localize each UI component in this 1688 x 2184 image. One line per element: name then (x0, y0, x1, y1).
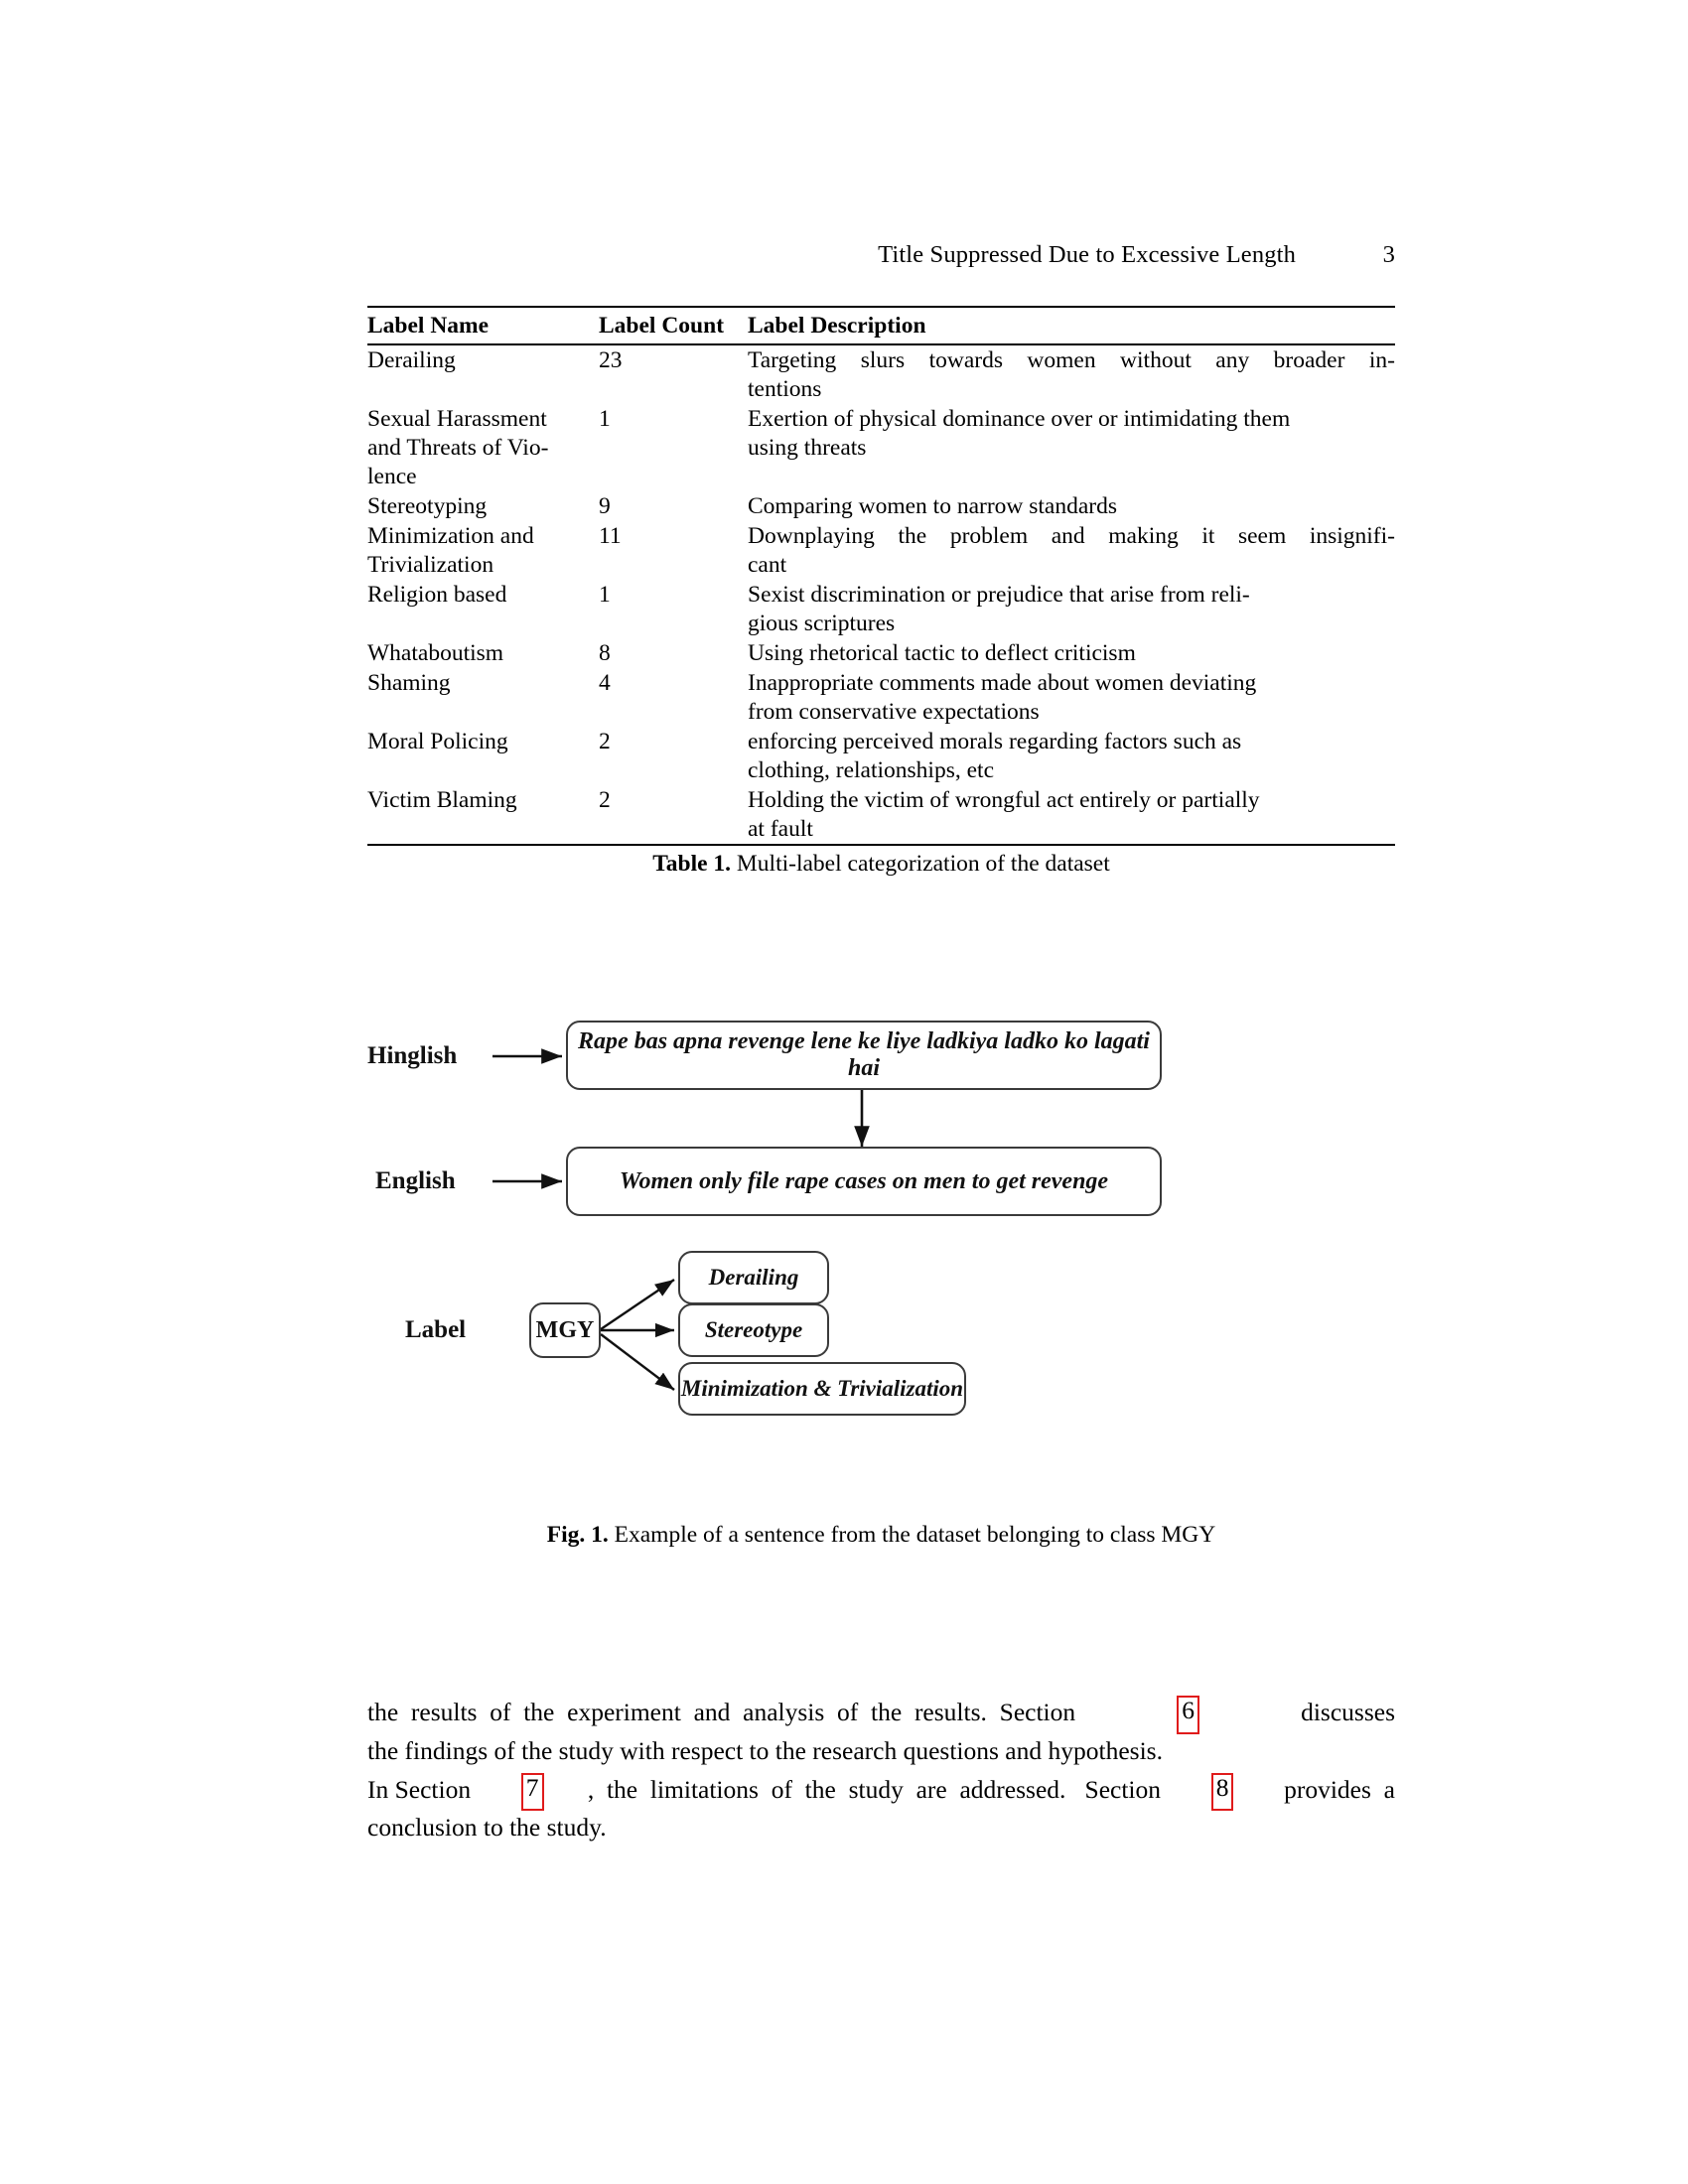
cell-label-count: 2 (599, 786, 611, 813)
figure-caption (367, 1522, 1395, 1549)
cell-label-description: Using rhetorical tactic to deflect criticism (748, 639, 1136, 666)
cell-label-name: Derailing (367, 346, 456, 373)
figure-row-label-hinglish: Hinglish (367, 1042, 458, 1069)
table-row (367, 404, 1395, 491)
table-1 (367, 306, 1395, 878)
body-line-4: conclusion to the study. (367, 1813, 607, 1843)
table-row (367, 491, 1395, 521)
body-line-3-text-b: , the limitations of the study are addressed. Section (587, 1774, 1168, 1804)
cell-label-description: Downplaying the problem and making it seem insignifi- cant (748, 522, 1395, 578)
table-body (367, 345, 1395, 844)
cell-label-count: 9 (599, 492, 611, 519)
sentence-box-hinglish: Rape bas apna revenge lene ke liye ladkiya ladko ko lagati hai (566, 1021, 1162, 1090)
section-ref-6[interactable]: 6 (1177, 1696, 1199, 1734)
cell-label-description: Inappropriate comments made about women deviating from conservative expectations (748, 669, 1257, 725)
figure-row-label-english: English (375, 1167, 456, 1194)
cell-label-name: Stereotyping (367, 492, 488, 519)
body-line-1-text-a: the results of the experiment and analysis of the results. Section (367, 1698, 1082, 1726)
cell-label-count: 4 (599, 669, 611, 696)
table-row (367, 727, 1395, 785)
table-header-row (367, 308, 1395, 343)
cell-label-name: Minimization and Trivialization (367, 522, 534, 578)
cell-label-description: Exertion of physical dominance over or intimidating them using threats (748, 405, 1291, 461)
cell-label-count: 1 (599, 405, 611, 432)
table-row (367, 521, 1395, 580)
figure-caption-text: Example of a sentence from the dataset belonging to class MGY (608, 1522, 1216, 1548)
table-row (367, 638, 1395, 668)
section-ref-7[interactable]: 7 (521, 1773, 544, 1812)
cell-label-description: Sexist discrimination or prejudice that arise from reli- gious scriptures (748, 581, 1250, 636)
cell-label-count: 1 (599, 581, 611, 608)
running-head (367, 241, 1395, 271)
table-caption-text: Multi-label categorization of the dataset (731, 850, 1110, 877)
table-1-body (367, 345, 1395, 844)
cell-label-description: enforcing perceived morals regarding factors such as clothing, relationships, etc (748, 728, 1242, 783)
cell-label-count: 11 (599, 522, 622, 549)
table-row (367, 785, 1395, 844)
header-label-name: Label Name (367, 313, 490, 339)
cell-label-name: Moral Policing (367, 728, 508, 754)
cell-label-count: 8 (599, 639, 611, 666)
cell-label-name: Shaming (367, 669, 451, 696)
body-line-2: the findings of the study with respect to the research questions and hypothesis. (367, 1735, 1163, 1765)
section-ref-8[interactable]: 8 (1211, 1773, 1234, 1812)
cell-label-description: Holding the victim of wrongful act entirely or partially at fault (748, 786, 1260, 842)
body-line-3-text-c: provides a (1277, 1774, 1395, 1804)
label-node-derailing: Derailing (678, 1251, 829, 1304)
body-paragraph (367, 1694, 1395, 1847)
table-row (367, 668, 1395, 727)
header-label-description: Label Description (748, 313, 926, 339)
table-row (367, 345, 1395, 404)
cell-label-description: Comparing women to narrow standards (748, 492, 1118, 519)
header-label-count: Label Count (599, 313, 725, 339)
cell-label-count: 2 (599, 728, 611, 754)
body-line-1 (367, 1694, 1395, 1732)
label-node-minimization: Minimization & Trivialization (678, 1362, 966, 1416)
page-number: 3 (1382, 241, 1395, 268)
table-row (367, 580, 1395, 638)
table-1-grid (367, 308, 1395, 343)
label-node-stereotype: Stereotype (678, 1303, 829, 1357)
body-line-3 (367, 1771, 1395, 1810)
cell-label-description: Targeting slurs towards women without any broader in- tentions (748, 346, 1395, 402)
running-head-title: Title Suppressed Due to Excessive Length (878, 241, 1296, 268)
figure-row-label-label: Label (405, 1316, 467, 1343)
body-line-1-text-b: discusses (1294, 1698, 1395, 1726)
cell-label-name: Religion based (367, 581, 507, 608)
cell-label-name: Sexual Harassment and Threats of Vio- lence (367, 405, 549, 489)
cell-label-name: Victim Blaming (367, 786, 517, 813)
figure-caption-label: Fig. 1. (546, 1522, 609, 1548)
table-caption (367, 851, 1395, 878)
table-caption-label: Table 1. (652, 850, 732, 877)
class-node-mgy: MGY (529, 1302, 601, 1358)
table-bottom-rule (367, 844, 1395, 846)
sentence-box-english: Women only file rape cases on men to get revenge (566, 1147, 1162, 1216)
cell-label-name: Whataboutism (367, 639, 504, 666)
figure-1 (367, 993, 1395, 1549)
cell-label-count: 23 (599, 346, 623, 373)
body-line-3-text-a: In Section (367, 1774, 478, 1804)
